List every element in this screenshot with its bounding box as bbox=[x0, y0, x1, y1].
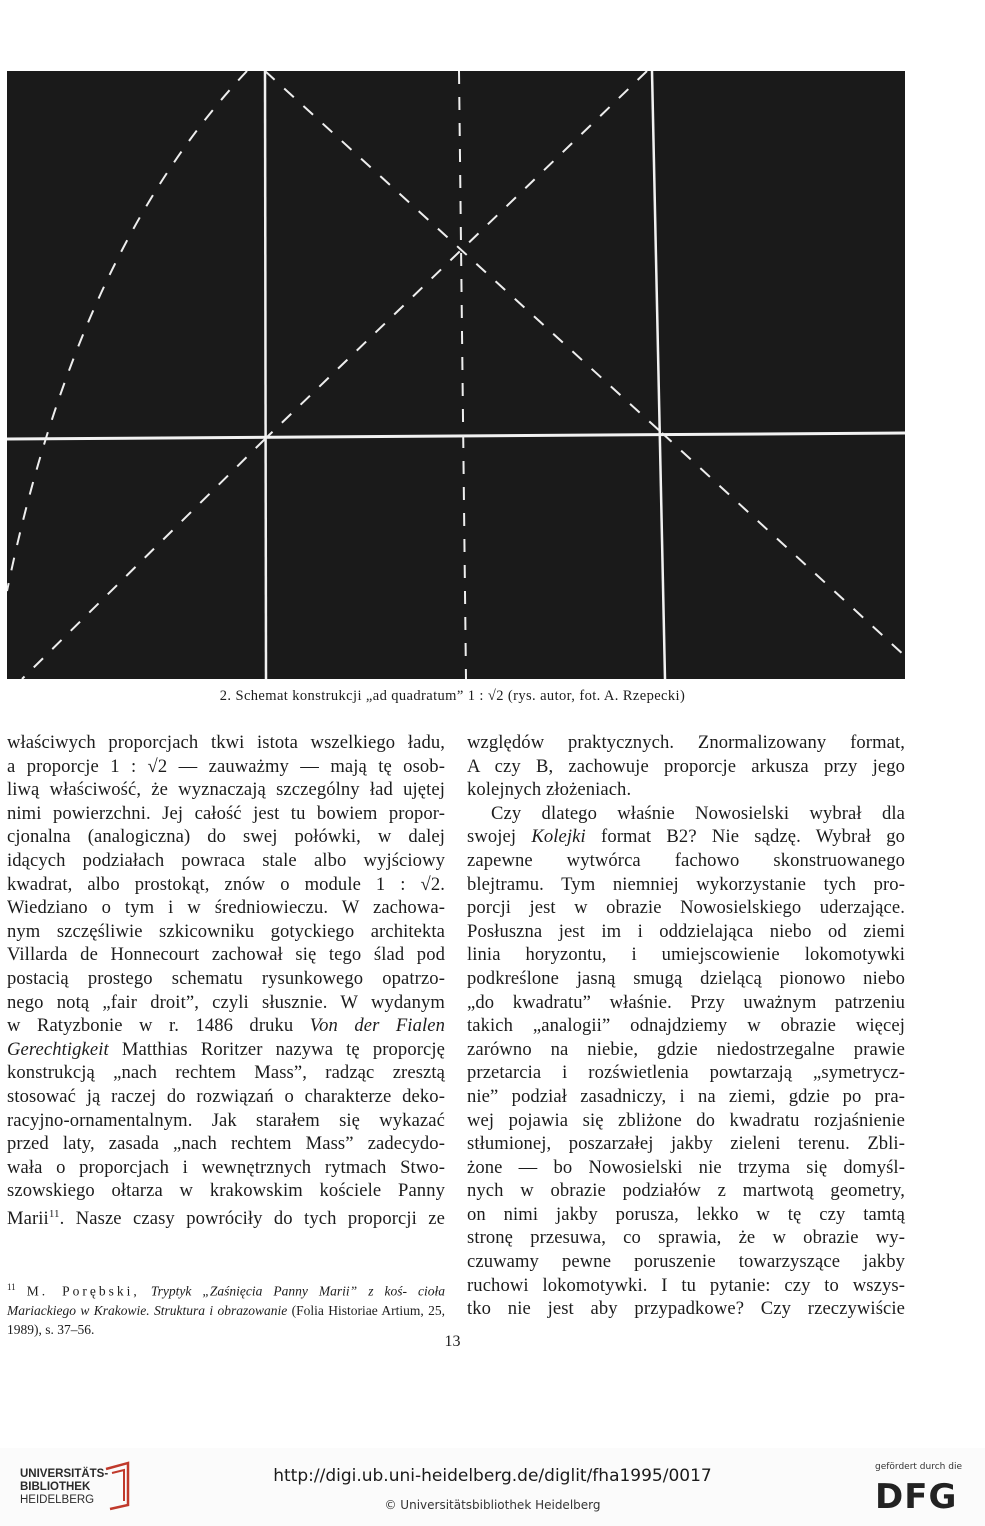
text-line: przed laty, zasada „nach rechtem Mass” zadecydo- bbox=[7, 1133, 445, 1155]
text-line: nimi powierzchni. Jej całość jest tu bowiem propor- bbox=[7, 802, 445, 824]
text-span: swojej bbox=[467, 826, 517, 848]
text-line: stronę przesuwa, co sprawia, że w obrazie wy- bbox=[467, 1227, 905, 1249]
text-line: racyjno-ornamentalnym. Jak starałem się wykazać bbox=[7, 1109, 445, 1131]
footnote-author: M. Porębski, bbox=[26, 1283, 140, 1299]
text-line: przetarcia i rozświetlenia powtarzają „symetrycz- bbox=[467, 1062, 905, 1084]
text-line: wej pojawia się zbliżone do kwadratu rozjaśnienie bbox=[467, 1109, 905, 1131]
footer-bar bbox=[0, 1448, 985, 1526]
text-line: idących podziałach powraca stale albo wyjściowy bbox=[7, 849, 445, 871]
text-line: porcji jest w obrazie Nowosielskiego uderzające. bbox=[467, 897, 905, 919]
footnote bbox=[7, 1278, 445, 1339]
text-line: zarówno na niebie, gdzie niedostrzegalne prawie bbox=[467, 1038, 905, 1060]
right-column bbox=[467, 731, 905, 1321]
text-line: konstrukcją „nach rechtem Mass”, radząc zresztą bbox=[7, 1062, 445, 1084]
library-logo-line: HEIDELBERG bbox=[20, 1494, 95, 1506]
figure-caption: 2. Schemat konstrukcji „ad quadratum” 1 : √2 (rys. autor, fot. A. Rzepecki) bbox=[219, 688, 686, 704]
text-line: Czy dlatego właśnie Nowosielski wybrał dla bbox=[491, 802, 905, 824]
text-line: względów praktycznych. Znormalizowany format, bbox=[467, 732, 905, 753]
painting-title: Kolejki bbox=[531, 826, 586, 848]
text-line: postacią prostego schematu rysunkowego opatrzo- bbox=[7, 967, 445, 989]
left-column bbox=[7, 731, 445, 1231]
text-line: kwadrat, albo prostokąt, znów o module 1 : √2. bbox=[7, 873, 445, 895]
book-title: Von der Fialen bbox=[309, 1015, 445, 1037]
text-line: Villarda de Honnecourt zachował się tego ślad pod bbox=[7, 944, 445, 966]
text-line: ruchowi lokomotywki. I tu pytanie: czy to wszys- bbox=[467, 1274, 905, 1296]
text-line: szowskiego ołtarza w krakowskim kościele Panny bbox=[7, 1180, 445, 1202]
text-line: podkreślone jasną smugą dzielącą pionowo niebo bbox=[467, 967, 905, 989]
text-line: a proporcje 1 : √2 — zauważmy — mają tę osob- bbox=[7, 755, 445, 777]
text-line: on nimi jakby porusza, lekko w tę czy tamtą bbox=[467, 1203, 905, 1225]
text-line: wała o proporcjach i wewnętrznych rytmach Stwo- bbox=[7, 1156, 445, 1178]
left-vertical-line bbox=[265, 71, 266, 679]
text-line: nym szczęśliwie szkicowniku gotyckiego architekta bbox=[7, 920, 445, 942]
ad-quadratum-diagram bbox=[7, 71, 905, 679]
copyright-notice: © Universitätsbibliothek Heidelberg bbox=[384, 1498, 601, 1512]
text-line: A czy B, zachowuje proporcje arkusza przy jego bbox=[467, 755, 905, 777]
text-line: kolejnych złożeniach. bbox=[467, 779, 632, 801]
text-line: stłumionej, poszarzałej jakby zieleni terenu. Zbli- bbox=[467, 1133, 905, 1155]
text-line: stosować ją raczej do rozwiązań o charakterze deko- bbox=[7, 1085, 445, 1107]
text-span: . Nasze czasy powróciły do tych proporcji ze bbox=[59, 1208, 445, 1230]
text-span: w Ratyzbonie w r. 1486 druku bbox=[7, 1015, 294, 1037]
text-span: Marii bbox=[7, 1208, 49, 1230]
library-logo-line: UNIVERSITÄTS- bbox=[20, 1468, 109, 1480]
footnote-number: 11 bbox=[7, 1282, 16, 1292]
figure-background bbox=[7, 71, 905, 679]
footnote-title: Tryptyk „Zaśnięcia Panny Marii” z koś- bbox=[150, 1283, 407, 1299]
text-line: linia horyzontu, i umiejscowienie lokomotywki bbox=[467, 944, 905, 966]
text-line: cjonalna (analogiczna) do swej połówki, w dalej bbox=[7, 826, 445, 848]
text-line: liwą właściwość, że wyznaczają szczególny ład ujętej bbox=[7, 779, 445, 801]
text-line: Wiedziano o tym i w średniowieczu. W zachowa- bbox=[7, 897, 445, 919]
text-line: nych w obrazie podziałów z martwotą geometry, bbox=[467, 1180, 905, 1202]
text-line: nego notą „fair droit”, czyli słusznie. W wydanym bbox=[7, 991, 445, 1013]
text-line: zapewne wytwórca fachowo skonstruowanego bbox=[467, 849, 905, 871]
text-line: Posłuszna jest im i oddzielająca niebo od ziemi bbox=[467, 920, 905, 942]
text-line: „do kwadratu” właśnie. Przy uważnym patrzeniu bbox=[467, 991, 905, 1013]
footnote-marker: 11 bbox=[48, 1207, 60, 1220]
text-line bbox=[7, 1203, 445, 1231]
book-title: Gerechtigkeit bbox=[7, 1038, 109, 1060]
text-line: takich „analogii” odnajdziemy w obrazie więcej bbox=[467, 1015, 905, 1037]
text-line bbox=[467, 825, 905, 849]
footnote-series: (Folia bbox=[291, 1302, 324, 1318]
text-span: Matthias Roritzer nazywa tę proporcję bbox=[121, 1038, 445, 1060]
footnote-rest: Historiae Artium, 25, 1989), s. 37–56. bbox=[7, 1302, 446, 1337]
page-number: 13 bbox=[444, 1333, 461, 1350]
text-line bbox=[7, 1038, 445, 1062]
construction-scheme-figure bbox=[7, 71, 905, 679]
document-url-link[interactable]: http://digi.ub.uni-heidelberg.de/diglit/fha1995/0017 bbox=[273, 1466, 712, 1486]
footnote-title-continued: cioła Mariackiego w Krakowie. Struktura i obrazowanie bbox=[7, 1283, 446, 1318]
text-span: format B2? Nie sądzę. Wybrał go bbox=[601, 826, 905, 848]
text-line: blejtramu. Tym niemniej wykorzystanie tych pro- bbox=[467, 873, 905, 895]
text-line: nie” podział zasadniczy, i na ziemi, gdzie po pra- bbox=[467, 1085, 905, 1107]
text-line: właściwych proporcjach tkwi istota wszelkiego ładu, bbox=[7, 732, 445, 753]
dfg-funding-label: gefördert durch die bbox=[875, 1462, 962, 1472]
library-logo-line: BIBLIOTHEK bbox=[20, 1481, 91, 1493]
text-line: czuwamy pewne poruszenie towarzyszące jakby bbox=[467, 1251, 905, 1273]
dfg-logo: DFG bbox=[875, 1477, 958, 1517]
text-line bbox=[7, 1014, 445, 1038]
text-line: tko nie jest aby przypadkowe? Czy rzeczywiście bbox=[467, 1298, 905, 1320]
text-line: żone — bo Nowosielski nie trzyma się domyśl- bbox=[467, 1156, 905, 1178]
